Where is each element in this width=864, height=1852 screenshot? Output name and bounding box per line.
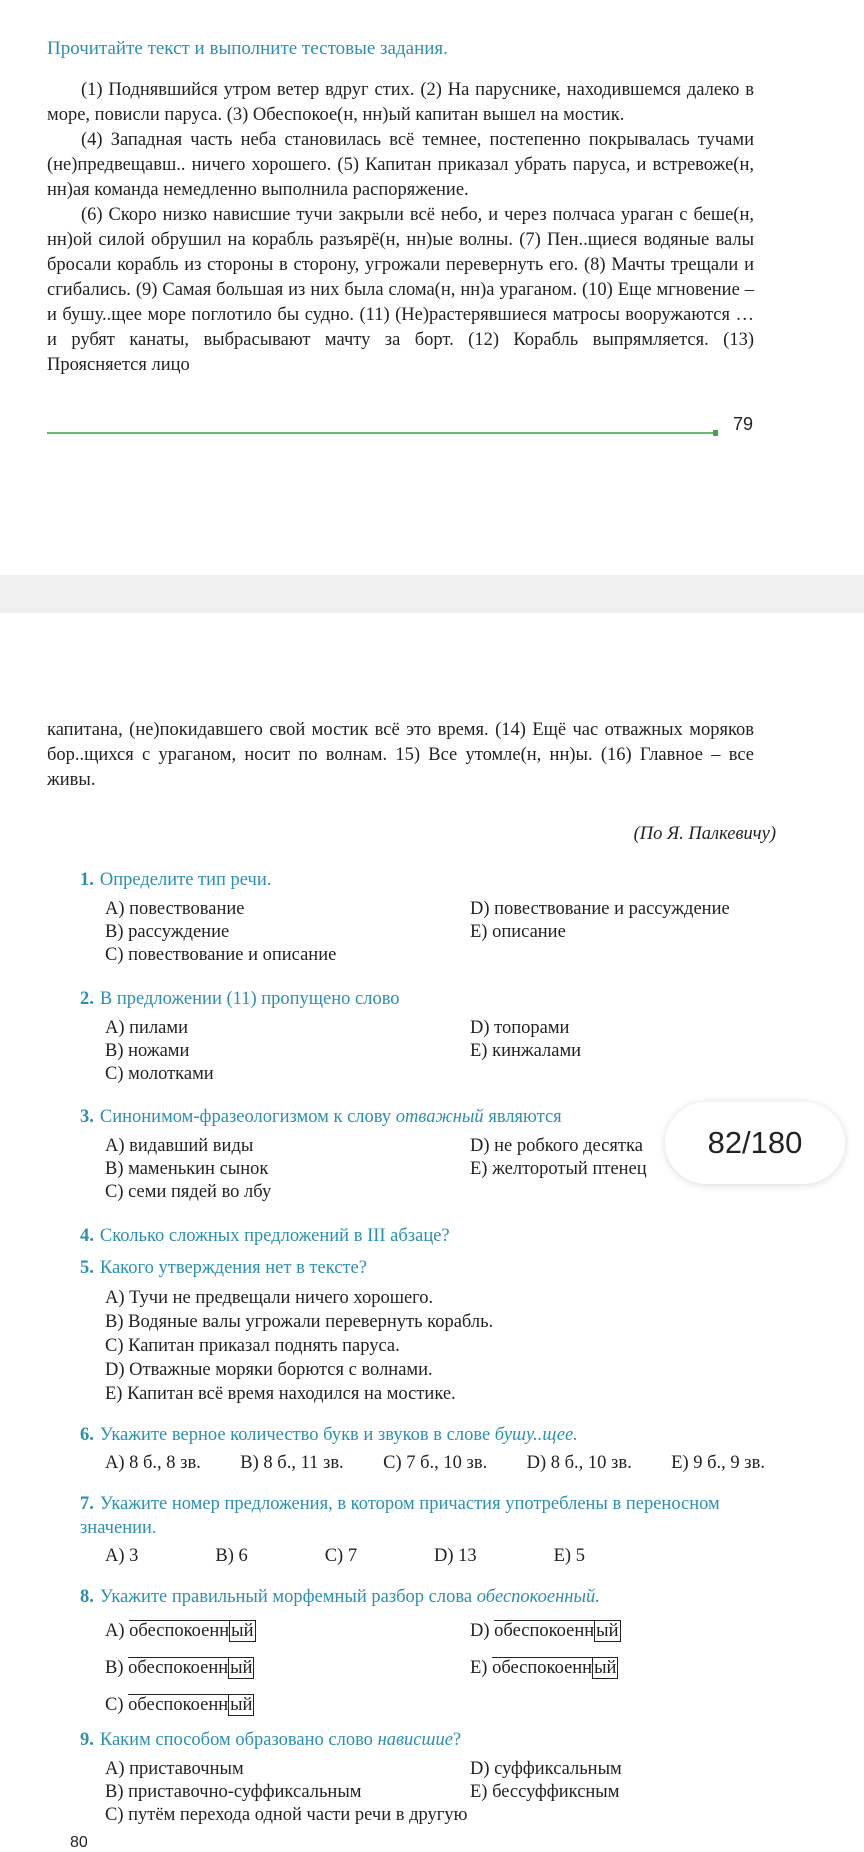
- question-keyword: отважный: [395, 1107, 484, 1127]
- answer-option[interactable]: [470, 1658, 780, 1679]
- question-number: 1.: [80, 870, 94, 890]
- question-text: [80, 1492, 780, 1540]
- question-number: 3.: [80, 1107, 94, 1127]
- question-number: 6.: [80, 1425, 94, 1445]
- answer-option[interactable]: E) желторотый птенец: [470, 1159, 647, 1179]
- option-letter: E): [470, 1658, 488, 1678]
- answer-option[interactable]: D) 13: [434, 1546, 477, 1566]
- question-number: 5.: [80, 1258, 94, 1278]
- question-8: [80, 1585, 780, 1716]
- answer-option[interactable]: E) 5: [553, 1546, 585, 1566]
- answer-option[interactable]: B) маменькин сынок: [105, 1159, 269, 1179]
- morpheme-ending: ый: [596, 1621, 619, 1641]
- paragraph-2: (4) Западная часть неба становилась всё темнее, постепенно покрывалась тучами (не)предвещавш.. ничего хорошего. (5) Капитан приказал убрать паруса, и встревоже(н, нн)ая команда немедленно выполнила распоряжение.: [47, 130, 754, 200]
- page-footer-rule: [47, 432, 715, 434]
- answer-option[interactable]: E) кинжалами: [470, 1041, 582, 1061]
- question-number: 2.: [80, 989, 94, 1009]
- question-prompt: Синонимом-фразеологизмом к слову: [99, 1107, 392, 1127]
- option-letter: A): [105, 1621, 125, 1641]
- morpheme-ending: ый: [594, 1658, 617, 1678]
- morpheme-ending: ый: [230, 1695, 253, 1715]
- answer-option[interactable]: [470, 1621, 780, 1642]
- answer-option[interactable]: B) 8 б., 11 зв.: [240, 1453, 344, 1473]
- answer-option[interactable]: E) описание: [470, 922, 566, 942]
- answer-option[interactable]: B) ножами: [105, 1041, 190, 1061]
- question-keyword: нависшие: [377, 1730, 453, 1750]
- question-prompt: Укажите номер предложения, в котором причастия употреблены в переносном значении.: [80, 1494, 720, 1538]
- answer-option[interactable]: B) 6: [215, 1546, 248, 1566]
- answer-option[interactable]: A) видавший виды: [105, 1136, 254, 1156]
- text-body-page2: [47, 718, 754, 793]
- author-attribution: (По Я. Палкевичу): [633, 824, 776, 844]
- page-number: 79: [733, 414, 754, 434]
- question-number: 4.: [80, 1226, 94, 1246]
- question-prompt: Каким способом образовано слово: [99, 1730, 373, 1750]
- answer-option[interactable]: C) молотками: [105, 1064, 214, 1084]
- option-letter: B): [105, 1658, 124, 1678]
- answer-option[interactable]: A) 3: [105, 1546, 139, 1566]
- answer-option[interactable]: E) 9 б., 9 зв.: [671, 1453, 765, 1473]
- answer-option[interactable]: A) пилами: [105, 1018, 188, 1038]
- option-letter: C): [105, 1695, 124, 1715]
- answer-option[interactable]: C) повествование и описание: [105, 945, 337, 965]
- answer-option[interactable]: C) семи пядей во лбу: [105, 1182, 272, 1202]
- question-text: [80, 1423, 780, 1447]
- question-6: [80, 1423, 780, 1474]
- question-5: [80, 1256, 780, 1406]
- question-prompt: Определите тип речи.: [99, 870, 272, 890]
- morpheme-ending: ый: [230, 1658, 253, 1678]
- answer-option[interactable]: D) не робкого десятка: [470, 1136, 643, 1156]
- question-prompt: Укажите верное количество букв и звуков в слове: [99, 1425, 491, 1445]
- answer-option[interactable]: D) топорами: [470, 1018, 570, 1038]
- question-prompt: Какого утверждения нет в тексте?: [99, 1258, 367, 1278]
- question-number: 8.: [80, 1587, 94, 1607]
- morpheme-stem: обеспокоенн: [494, 1621, 595, 1641]
- morpheme-stem: обеспокоенн: [128, 1695, 229, 1715]
- morpheme-stem: обеспокоенн: [128, 1658, 229, 1678]
- question-prompt: Укажите правильный морфемный разбор слова: [99, 1587, 473, 1607]
- answer-option[interactable]: D) суффиксальным: [470, 1759, 622, 1779]
- paragraph-1: (1) Поднявшийся утром ветер вдруг стих. (2) На паруснике, находившемся далеко в море, повисли паруса. (3) Обеспокое(н, нн)ый капитан вышел на мостик.: [47, 80, 754, 125]
- answer-option[interactable]: D) Отважные моряки борются с волнами.: [105, 1360, 433, 1380]
- question-prompt: Сколько сложных предложений в III абзаце?: [99, 1226, 450, 1246]
- question-prompt: В предложении (11) пропущено слово: [99, 989, 400, 1009]
- answer-option[interactable]: [105, 1621, 470, 1642]
- answer-option[interactable]: D) 8 б., 10 зв.: [526, 1453, 632, 1473]
- answer-option[interactable]: A) Тучи не предвещали ничего хорошего.: [105, 1288, 434, 1308]
- page-number: 80: [70, 1834, 88, 1851]
- answer-option[interactable]: B) рассуждение: [105, 922, 230, 942]
- page-counter-badge: 82/180: [665, 1102, 845, 1184]
- page-separator: [0, 575, 864, 613]
- answer-option[interactable]: E) Капитан всё время находился на мостике.: [105, 1384, 456, 1404]
- question-9: [80, 1728, 780, 1827]
- morpheme-stem: обеспокоенн: [129, 1621, 230, 1641]
- question-text: [80, 868, 780, 892]
- question-7: [80, 1492, 780, 1567]
- morpheme-stem: обеспокоенн: [492, 1658, 593, 1678]
- question-keyword: обеспокоенный.: [476, 1587, 600, 1607]
- question-text: [80, 1224, 780, 1248]
- answer-option[interactable]: D) повествование и рассуждение: [470, 899, 730, 919]
- question-2: [80, 987, 780, 1086]
- answer-option[interactable]: C) Капитан приказал поднять паруса.: [105, 1336, 400, 1356]
- morpheme-ending: ый: [231, 1621, 254, 1641]
- answer-option[interactable]: A) приставочным: [105, 1759, 244, 1779]
- answer-option[interactable]: E) бессуффиксным: [470, 1782, 620, 1802]
- answer-option[interactable]: [105, 1695, 470, 1716]
- option-letter: D): [470, 1621, 490, 1641]
- answer-option[interactable]: A) повествование: [105, 899, 245, 919]
- answer-option[interactable]: A) 8 б., 8 зв.: [105, 1453, 201, 1473]
- question-number: 7.: [80, 1494, 94, 1514]
- answer-option[interactable]: [105, 1658, 470, 1679]
- text-body-page1: [47, 78, 754, 378]
- answer-option[interactable]: B) Водяные валы угрожали перевернуть корабль.: [105, 1312, 494, 1332]
- paragraph-3: (6) Скоро низко нависшие тучи закрыли всё небо, и через полчаса ураган с беше(н, нн)ой силой обрушил на корабль разъярё(н, нн)ые волны. (7) Пен..щиеся водяные валы бросали корабль из стороны в сторону, угрожали перевернуть его. (8) Мачты трещали и сгибались. (9) Самая большая из них была слома(н, нн)а ураганом. (10) Еще мгновение – и бушу..щее море поглотило бы судно. (11) (Не)растерявшиеся матросы вооружаются … и рубят канаты, выбрасывают мачту за борт. (12) Корабль выпрямляется. (13) Проясняется лицо: [47, 205, 754, 375]
- question-4: [80, 1224, 780, 1248]
- answer-option[interactable]: B) приставочно-суффиксальным: [105, 1782, 362, 1802]
- question-text: [80, 1585, 780, 1609]
- question-keyword: бушу..щее.: [494, 1425, 578, 1445]
- question-text: [80, 987, 780, 1011]
- instruction-heading: Прочитайте текст и выполните тестовые задания.: [47, 38, 448, 59]
- question-prompt-end: являются: [488, 1107, 562, 1127]
- question-text: [80, 1256, 780, 1280]
- question-number: 9.: [80, 1730, 94, 1750]
- question-text: [80, 1728, 780, 1752]
- answer-option[interactable]: C) путём перехода одной части речи в другую: [105, 1805, 468, 1825]
- answer-option[interactable]: C) 7: [324, 1546, 358, 1566]
- question-prompt-end: ?: [452, 1730, 462, 1750]
- answer-option[interactable]: C) 7 б., 10 зв.: [383, 1453, 488, 1473]
- paragraph-continuation: капитана, (не)покидавшего свой мостик всё это время. (14) Ещё час отважных моряков бор..щихся с ураганом, носит по волнам. 15) Все утомле(н, нн)ы. (16) Главное – все живы.: [47, 720, 754, 790]
- question-1: [80, 868, 780, 967]
